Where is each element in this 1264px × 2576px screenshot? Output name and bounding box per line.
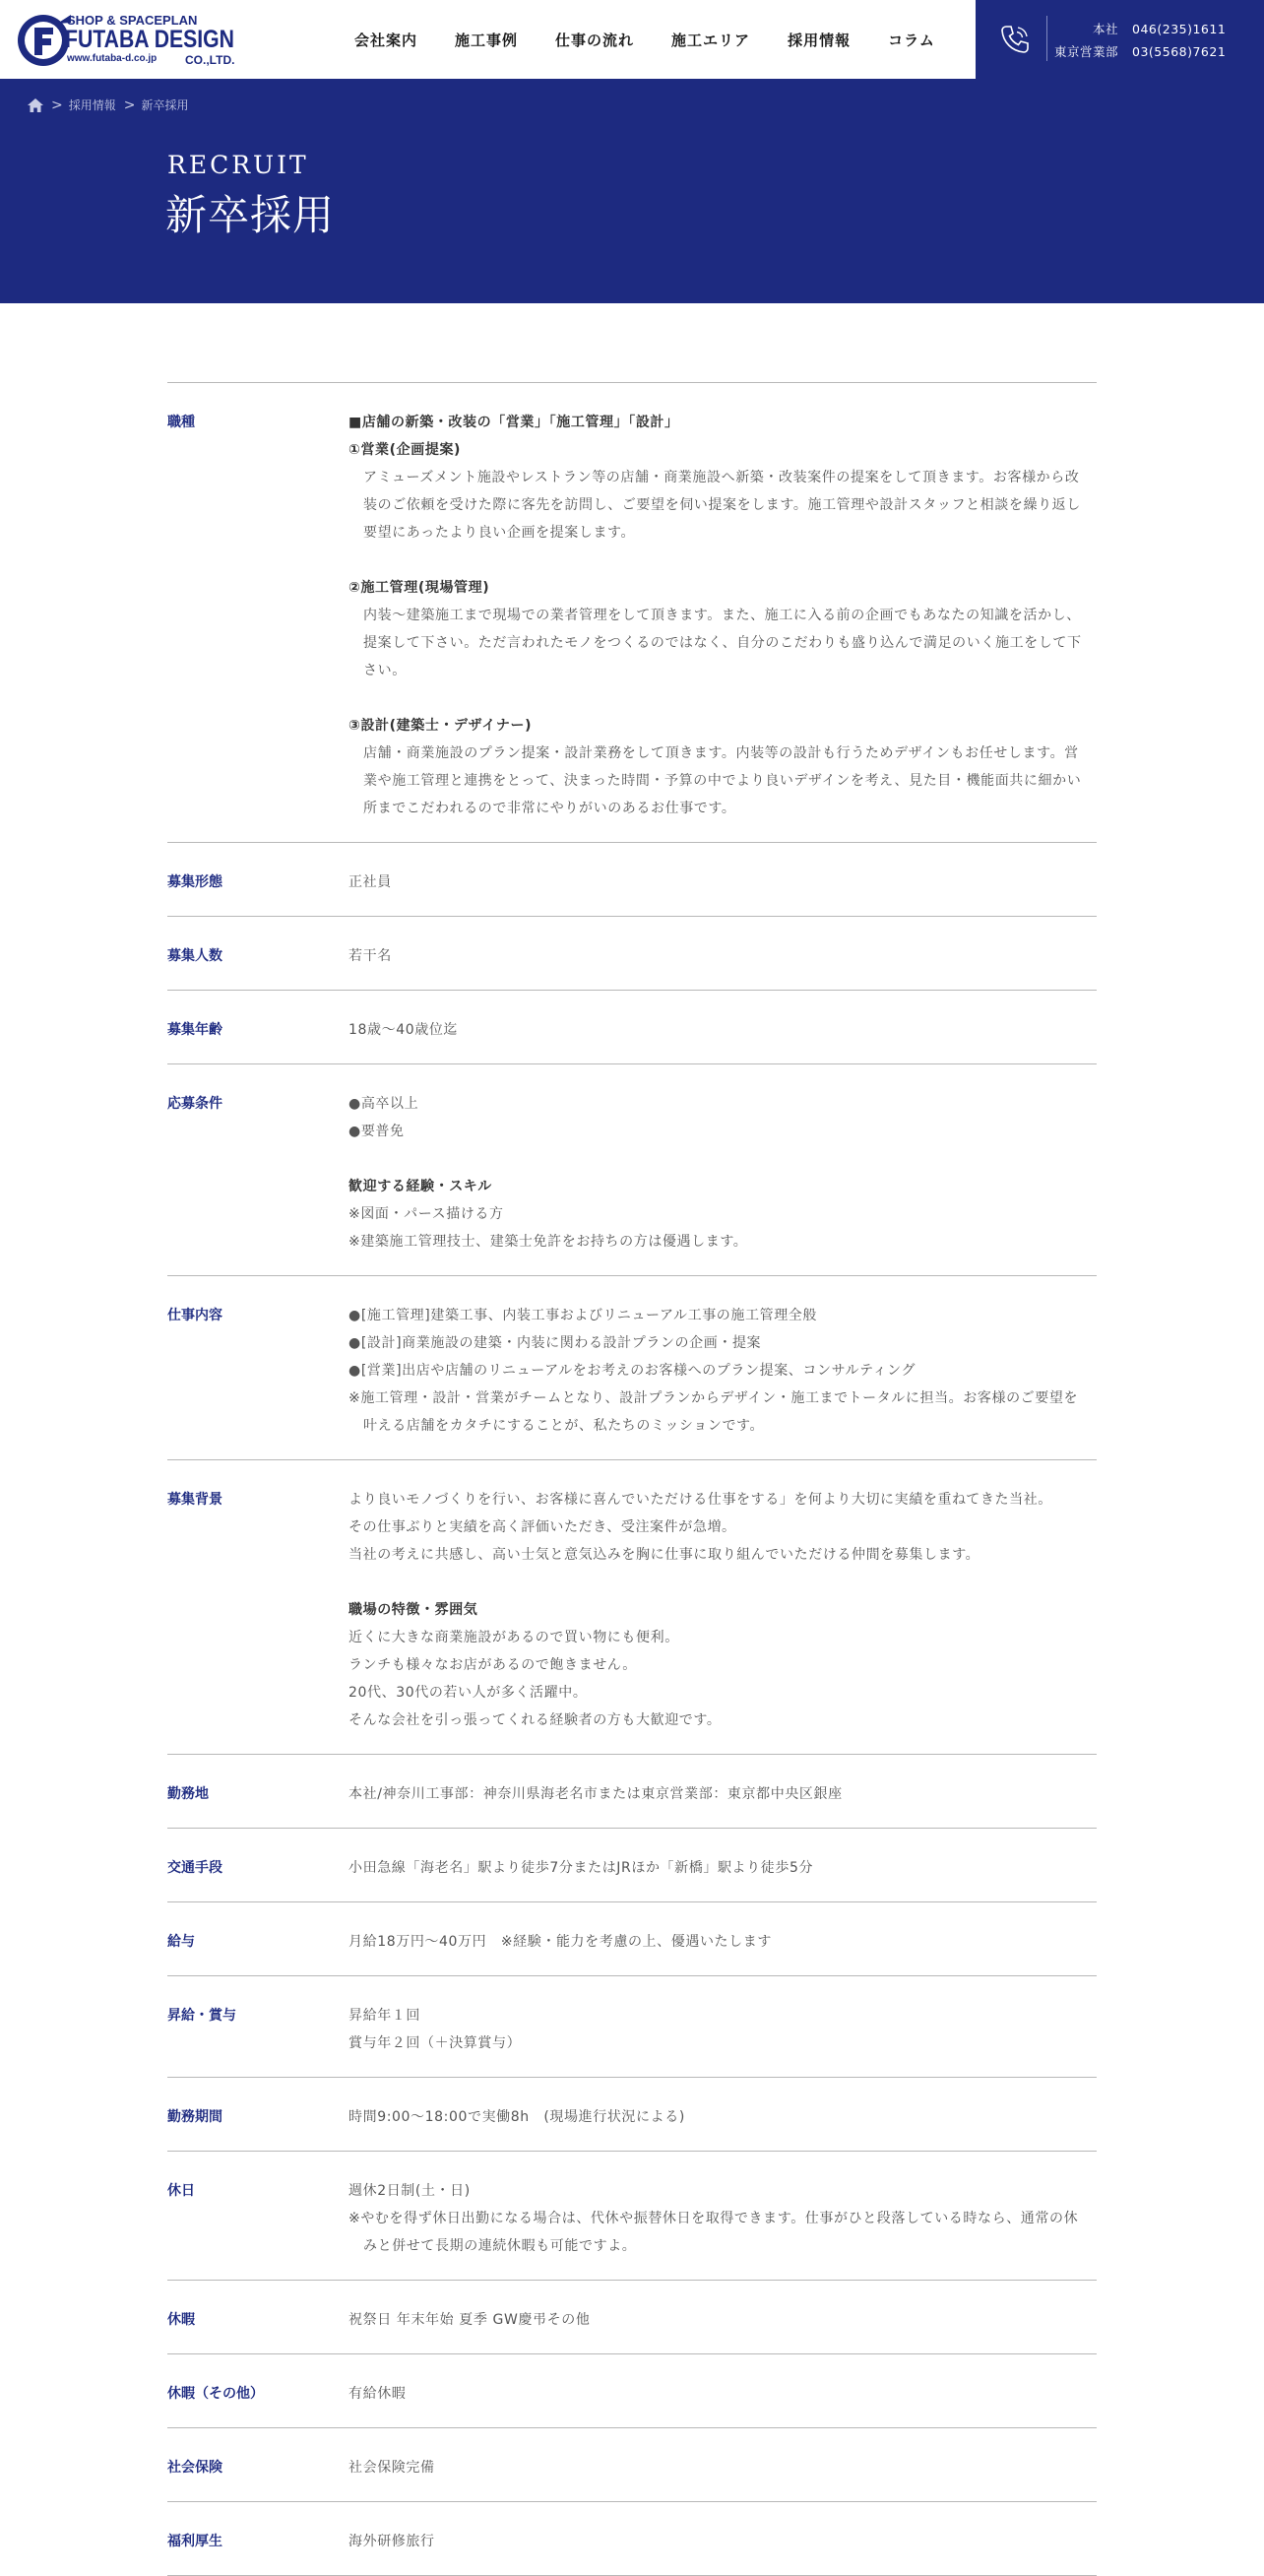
table-row <box>167 917 1097 991</box>
text-line: 所までこだわれるので非常にやりがいのあるお仕事です。 <box>363 801 736 816</box>
table-row <box>167 2152 1097 2281</box>
phone-icon <box>997 22 1033 57</box>
row-label: 交通手段 <box>167 1860 222 1876</box>
text-line: 小田急線「海老名」駅より徒歩7分またはJRほか「新橋」駅より徒歩5分 <box>348 1860 814 1876</box>
row-label: 休暇 <box>167 2312 195 2328</box>
text-line: 海外研修旅行 <box>348 2534 435 2549</box>
spacer <box>348 684 1097 712</box>
text-line: 社会保険完備 <box>348 2460 435 2476</box>
row-label: 休暇（その他） <box>167 2386 264 2402</box>
text-line: 叶える店舗をカタチにすることが、私たちのミッションです。 <box>363 1418 765 1434</box>
text-line: そんな会社を引っ張ってくれる経験者の方も大歓迎です。 <box>348 1712 722 1728</box>
text-line: 提案して下さい。ただ言われたモノをつくるのではなく、自分のこだわりも盛り込んで満足のいく施工をして下 <box>363 635 1082 651</box>
table-row <box>167 2078 1097 2152</box>
text-line: 祝祭日 年末年始 夏季 GW慶弔その他 <box>348 2312 591 2328</box>
page-title: 新卒採用 <box>165 191 336 239</box>
row-value <box>348 1302 1097 1440</box>
subheading: 職場の特徴・雰囲気 <box>348 1602 478 1618</box>
text-line: ※図面・パース描ける方 <box>348 1206 504 1222</box>
row-value <box>348 942 1097 970</box>
row-label: 募集背景 <box>167 1492 222 1508</box>
text-line: 要望にあったより良い企画を提案します。 <box>363 525 636 541</box>
text-line: 時間9:00〜18:00で実働8h (現場進行状況による) <box>348 2109 685 2125</box>
row-label: 募集形態 <box>167 874 222 890</box>
table-row <box>167 843 1097 917</box>
row-label: 仕事内容 <box>167 1308 222 1323</box>
text-line: ●[営業]出店や店舗のリニューアルをお考えのお客様へのプラン提案、コンサルティング <box>348 1363 916 1379</box>
global-nav <box>354 0 973 79</box>
nav-flow[interactable]: 仕事の流れ <box>555 31 635 49</box>
breadcrumb-current: 新卒採用 <box>141 98 189 112</box>
row-value <box>348 1016 1097 1044</box>
phone-number: 03(5568)7621 <box>1132 44 1227 59</box>
logo-name: FUTABA DESIGN <box>65 26 234 53</box>
spacer <box>348 547 1097 574</box>
phone-number: 046(235)1611 <box>1132 22 1227 36</box>
row-label: 募集人数 <box>167 948 222 964</box>
row-label: 募集年齢 <box>167 1022 222 1038</box>
text-line: 装のご依頼を受けた際に客先を訪問し、ご要望を伺い提案をします。施工管理や設計スタッフと相談を繰り返し <box>363 497 1081 513</box>
row-label: 社会保険 <box>167 2460 222 2476</box>
table-row <box>167 1064 1097 1276</box>
row-value <box>348 2103 1097 2131</box>
text-line: ●[設計]商業施設の建築・内装に関わる設計プランの企画・提案 <box>348 1335 762 1351</box>
table-row <box>167 2354 1097 2428</box>
row-value <box>348 2002 1097 2057</box>
text-line: 週休2日制(土・日) <box>348 2183 471 2199</box>
table-row <box>167 2428 1097 2502</box>
row-value <box>348 869 1097 896</box>
text-line: ※施工管理・設計・営業がチームとなり、設計プランからデザイン・施工までトータルに担当。お客様のご要望を <box>348 1390 1079 1406</box>
table-row <box>167 2502 1097 2576</box>
text-line: アミューズメント施設やレストラン等の店舗・商業施設へ新築・改装案件の提案をして頂きます。お客様から改 <box>363 470 1080 485</box>
table-row <box>167 1829 1097 1902</box>
row-value <box>348 1854 1097 1882</box>
logo-url: www.futaba-d.co.jp <box>67 53 158 64</box>
table-row <box>167 991 1097 1064</box>
text-line: 若干名 <box>348 948 392 964</box>
row-value <box>348 2380 1097 2408</box>
table-row <box>167 1976 1097 2078</box>
requirements-table <box>167 382 1097 2576</box>
text-line: 有給休暇 <box>348 2386 407 2402</box>
table-row <box>167 383 1097 843</box>
nav-works[interactable]: 施工事例 <box>455 31 519 49</box>
subheading: ①営業(企画提案) <box>348 442 462 458</box>
subheading: ■店舗の新築・改装の「営業」「施工管理」「設計」 <box>348 415 679 430</box>
row-value <box>348 1928 1097 1956</box>
nav-column[interactable]: コラム <box>888 31 935 49</box>
nav-company[interactable]: 会社案内 <box>354 31 418 49</box>
text-line: より良いモノづくりを行い、お客様に喜んでいただける仕事をする」を何より大切に実績を重ねてきた当社。 <box>348 1492 1052 1508</box>
text-line: 月給18万円〜40万円 ※経験・能力を考慮の上、優遇いたします <box>348 1934 772 1950</box>
text-line: さい。 <box>363 663 407 678</box>
row-label: 昇給・賞与 <box>167 2008 236 2024</box>
text-line: みと併せて長期の連続休暇も可能ですよ。 <box>363 2238 637 2254</box>
text-line: 近くに大きな商業施設があるので買い物にも便利。 <box>348 1630 679 1645</box>
spacer <box>348 1569 1097 1596</box>
text-line: 業や施工管理と連携をとって、決まった時間・予算の中でより良いデザインを考え、見た目・機能面共に細かい <box>363 773 1082 789</box>
row-label: 休日 <box>167 2183 195 2199</box>
text-line: 18歳〜40歳位迄 <box>348 1022 459 1038</box>
row-value <box>348 409 1097 822</box>
row-value <box>348 1780 1097 1808</box>
page-hero <box>0 79 1264 303</box>
subheading: 歓迎する経験・スキル <box>348 1179 492 1194</box>
row-label: 勤務地 <box>167 1786 209 1802</box>
phone-contact <box>976 0 1264 79</box>
table-row <box>167 1276 1097 1460</box>
row-value <box>348 2177 1097 2260</box>
text-line: 20代、30代の若い人が多く活躍中。 <box>348 1685 588 1701</box>
nav-recruit[interactable]: 採用情報 <box>788 31 852 49</box>
table-row <box>167 2281 1097 2354</box>
logo-tagline: SHOP & SPACEPLAN <box>67 13 198 28</box>
row-label: 福利厚生 <box>167 2534 222 2549</box>
subheading: ②施工管理(現場管理) <box>348 580 490 596</box>
row-value <box>348 2306 1097 2334</box>
text-line: 正社員 <box>348 874 392 890</box>
table-row <box>167 1755 1097 1829</box>
text-line: その仕事ぶりと実績を高く評価いただき、受注案件が急増。 <box>348 1519 736 1535</box>
row-value <box>348 1486 1097 1734</box>
site-header <box>0 0 1264 79</box>
text-line: 本社/神奈川工事部：神奈川県海老名市または東京営業部：東京都中央区銀座 <box>348 1786 843 1802</box>
nav-area[interactable]: 施工エリア <box>671 31 751 49</box>
text-line: ●要普免 <box>348 1124 405 1139</box>
phone-label: 本社 <box>1092 22 1118 36</box>
row-label: 応募条件 <box>167 1096 222 1112</box>
breadcrumb-separator: > <box>51 97 63 113</box>
phone-divider <box>1046 16 1047 61</box>
row-label: 職種 <box>167 415 195 430</box>
row-value <box>348 2528 1097 2555</box>
table-row <box>167 1460 1097 1755</box>
phone-row-tokyo[interactable] <box>1054 42 1226 60</box>
breadcrumb-separator: > <box>123 97 136 113</box>
spacer <box>348 1145 1097 1173</box>
text-line: 当社の考えに共感し、高い士気と意気込みを胸に仕事に取り組んでいただける仲間を募集します。 <box>348 1547 980 1563</box>
text-line: ※建築施工管理技士、建築士免許をお持ちの方は優遇します。 <box>348 1234 748 1250</box>
text-line: 賞与年２回（＋決算賞与） <box>348 2035 522 2051</box>
text-line: 店舗・商業施設のプラン提案・設計業務をして頂きます。内装等の設計も行うためデザインもお任せします。営 <box>363 745 1079 761</box>
text-line: ●[施工管理]建築工事、内装工事およびリニューアル工事の施工管理全般 <box>348 1308 817 1323</box>
text-line: 内装〜建築施工まで現場での業者管理をして頂きます。また、施工に入る前の企画でもあなたの知識を活かし、 <box>363 608 1081 623</box>
breadcrumb <box>28 97 189 113</box>
logo-suffix: CO.,LTD. <box>185 53 235 67</box>
row-value <box>348 1090 1097 1256</box>
company-logo[interactable] <box>14 10 240 69</box>
phone-row-head-office[interactable] <box>1054 20 1226 37</box>
hero-title-en: RECRUIT <box>167 151 309 179</box>
text-line: ※やむを得ず休日出勤になる場合は、代休や振替休日を取得できます。仕事がひと段落している時なら、通常の休 <box>348 2211 1079 2226</box>
subheading: ③設計(建築士・デザイナー) <box>348 718 533 734</box>
table-row <box>167 1902 1097 1976</box>
breadcrumb-recruit[interactable]: 採用情報 <box>68 98 116 112</box>
row-value <box>348 2454 1097 2481</box>
text-line: ランチも様々なお店があるので飽きません。 <box>348 1657 637 1673</box>
text-line: ●高卒以上 <box>348 1096 419 1112</box>
phone-label: 東京営業部 <box>1054 44 1119 59</box>
home-icon[interactable] <box>28 98 43 112</box>
row-label: 勤務期間 <box>167 2109 222 2125</box>
row-label: 給与 <box>167 1934 195 1950</box>
text-line: 昇給年１回 <box>348 2008 420 2024</box>
